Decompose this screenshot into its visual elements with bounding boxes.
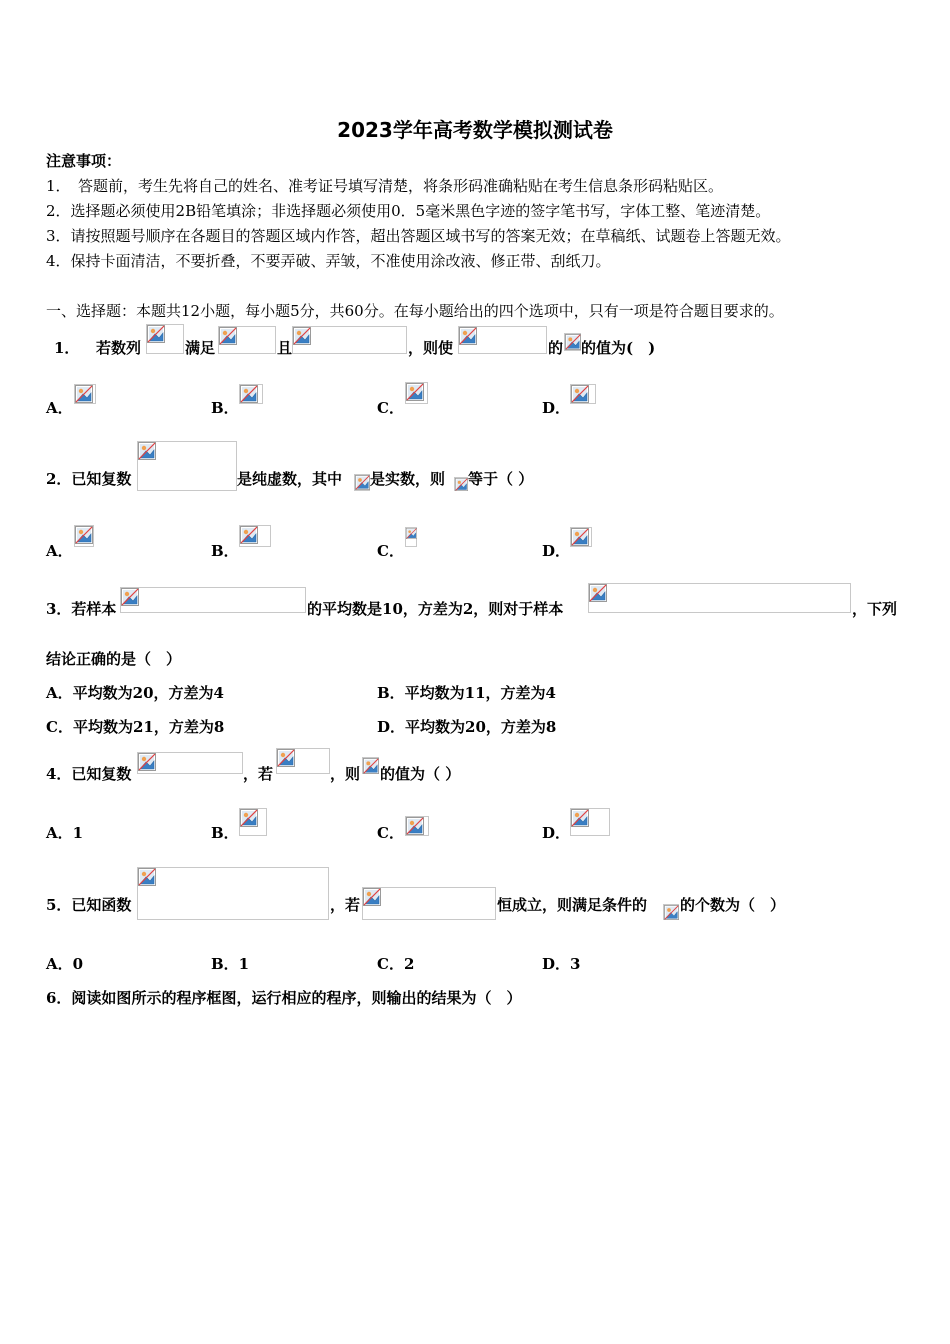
formula-image <box>354 474 370 491</box>
formula-image <box>239 384 263 404</box>
formula-image <box>137 867 329 920</box>
formula-image <box>74 525 94 547</box>
q2-text: 是纯虚数，其中 <box>237 470 343 488</box>
q1-text: 的 <box>548 339 564 357</box>
notice-item: 2．选择题必须使用2B铅笔填涂；非选择题必须使用0．5毫米黑色字迹的签字笔书写，字体工整、笔迹清楚。 <box>46 202 771 220</box>
q3-text: ，下列 <box>852 600 898 618</box>
formula-image <box>405 816 429 836</box>
q2-text: 等于（ ） <box>468 470 534 488</box>
formula-image <box>120 587 306 613</box>
broken-image-icon <box>406 817 424 835</box>
q1-number: 1． <box>54 339 80 357</box>
option-b: B． <box>211 399 239 417</box>
option-c: C． <box>377 824 404 842</box>
broken-image-icon <box>363 758 379 774</box>
option-b: B． <box>211 824 239 842</box>
broken-image-icon <box>571 809 589 827</box>
broken-image-icon <box>355 475 370 490</box>
broken-image-icon <box>277 749 295 767</box>
formula-image <box>405 382 428 404</box>
option-b: B．1 <box>211 955 250 973</box>
q5-text: 恒成立，则满足条件的 <box>497 896 648 914</box>
section-heading: 一、选择题：本题共12小题，每小题5分，共60分。在每小题给出的四个选项中，只有一项是符合题目要求的。 <box>46 302 784 320</box>
formula-image <box>292 326 407 354</box>
formula-image <box>663 904 679 920</box>
option-a: A． <box>46 542 73 560</box>
option-c: C．2 <box>377 955 415 973</box>
q2-text: 是实数，则 <box>370 470 446 488</box>
q5-text: 的个数为（ ） <box>680 896 786 914</box>
option-d: D． <box>542 542 571 560</box>
broken-image-icon <box>138 868 156 886</box>
q3-text: 的平均数是10，方差为2，则对于样本 <box>307 600 564 618</box>
broken-image-icon <box>459 327 477 345</box>
formula-image <box>405 527 417 547</box>
option-b: B． <box>211 542 239 560</box>
formula-image <box>137 441 237 491</box>
formula-image <box>454 477 468 491</box>
q4-text: 的值为（ ） <box>380 765 461 783</box>
q3-text: 3．若样本 <box>46 600 117 618</box>
q4-text: 4．已知复数 <box>46 765 132 783</box>
broken-image-icon <box>219 327 237 345</box>
broken-image-icon <box>571 385 589 403</box>
broken-image-icon <box>363 888 381 906</box>
broken-image-icon <box>75 385 93 403</box>
q4-text: ，若 <box>243 765 274 783</box>
formula-image <box>564 333 581 351</box>
broken-image-icon <box>571 528 589 546</box>
q6-text: 6．阅读如图所示的程序框图，运行相应的程序，则输出的结果为（ ） <box>46 989 522 1007</box>
broken-image-icon <box>406 528 417 539</box>
q1-text: 且 <box>277 339 293 357</box>
q5-text: 5．已知函数 <box>46 896 132 914</box>
q2-text: 2．已知复数 <box>46 470 132 488</box>
formula-image <box>239 808 267 836</box>
option-d: D． <box>542 399 571 417</box>
formula-image <box>239 525 271 547</box>
broken-image-icon <box>240 526 258 544</box>
option-c: C． <box>377 399 404 417</box>
q1-text: 的值为( ) <box>581 339 656 357</box>
option-d: D．平均数为20，方差为8 <box>377 718 557 736</box>
broken-image-icon <box>589 584 607 602</box>
broken-image-icon <box>664 905 679 920</box>
option-a: A． <box>46 399 73 417</box>
option-c: C． <box>377 542 404 560</box>
formula-image <box>362 757 379 774</box>
broken-image-icon <box>406 383 424 401</box>
broken-image-icon <box>138 753 156 771</box>
q4-text: ，则 <box>330 765 361 783</box>
formula-image <box>137 752 243 774</box>
broken-image-icon <box>138 442 156 460</box>
page-title: 2023学年高考数学模拟测试卷 <box>337 118 613 142</box>
q1-text: ，则使 <box>408 339 454 357</box>
option-a: A．平均数为20，方差为4 <box>46 684 224 702</box>
broken-image-icon <box>147 325 165 343</box>
formula-image <box>588 583 851 613</box>
formula-image <box>570 527 592 547</box>
q1-text: 若数列 <box>96 339 142 357</box>
q5-text: ，若 <box>330 896 361 914</box>
formula-image <box>570 808 610 836</box>
broken-image-icon <box>565 334 581 350</box>
broken-image-icon <box>121 588 139 606</box>
notice-item: 1． 答题前，考生先将自己的姓名、准考证号填写清楚，将条形码准确粘贴在考生信息条形码粘贴区。 <box>46 177 724 195</box>
broken-image-icon <box>240 385 258 403</box>
q1-text: 满足 <box>185 339 216 357</box>
notice-heading: 注意事项： <box>46 152 122 170</box>
broken-image-icon <box>455 478 468 491</box>
option-a: A．0 <box>46 955 84 973</box>
notice-item: 3．请按照题号顺序在各题目的答题区域内作答，超出答题区域书写的答案无效；在草稿纸、试题卷上答题无效。 <box>46 227 791 245</box>
option-d: D．3 <box>542 955 581 973</box>
formula-image <box>74 384 96 404</box>
option-b: B．平均数为11，方差为4 <box>377 684 556 702</box>
option-d: D． <box>542 824 571 842</box>
broken-image-icon <box>293 327 311 345</box>
formula-image <box>458 326 547 354</box>
formula-image <box>362 887 496 920</box>
broken-image-icon <box>240 809 258 827</box>
notice-item: 4．保持卡面清洁，不要折叠，不要弄破、弄皱，不准使用涂改液、修正带、刮纸刀。 <box>46 252 611 270</box>
formula-image <box>146 324 184 354</box>
formula-image <box>276 748 330 774</box>
formula-image <box>218 326 276 354</box>
formula-image <box>570 384 596 404</box>
q3-text: 结论正确的是（ ） <box>46 650 182 668</box>
option-a: A．1 <box>46 824 84 842</box>
option-c: C．平均数为21，方差为8 <box>46 718 225 736</box>
broken-image-icon <box>75 526 93 544</box>
